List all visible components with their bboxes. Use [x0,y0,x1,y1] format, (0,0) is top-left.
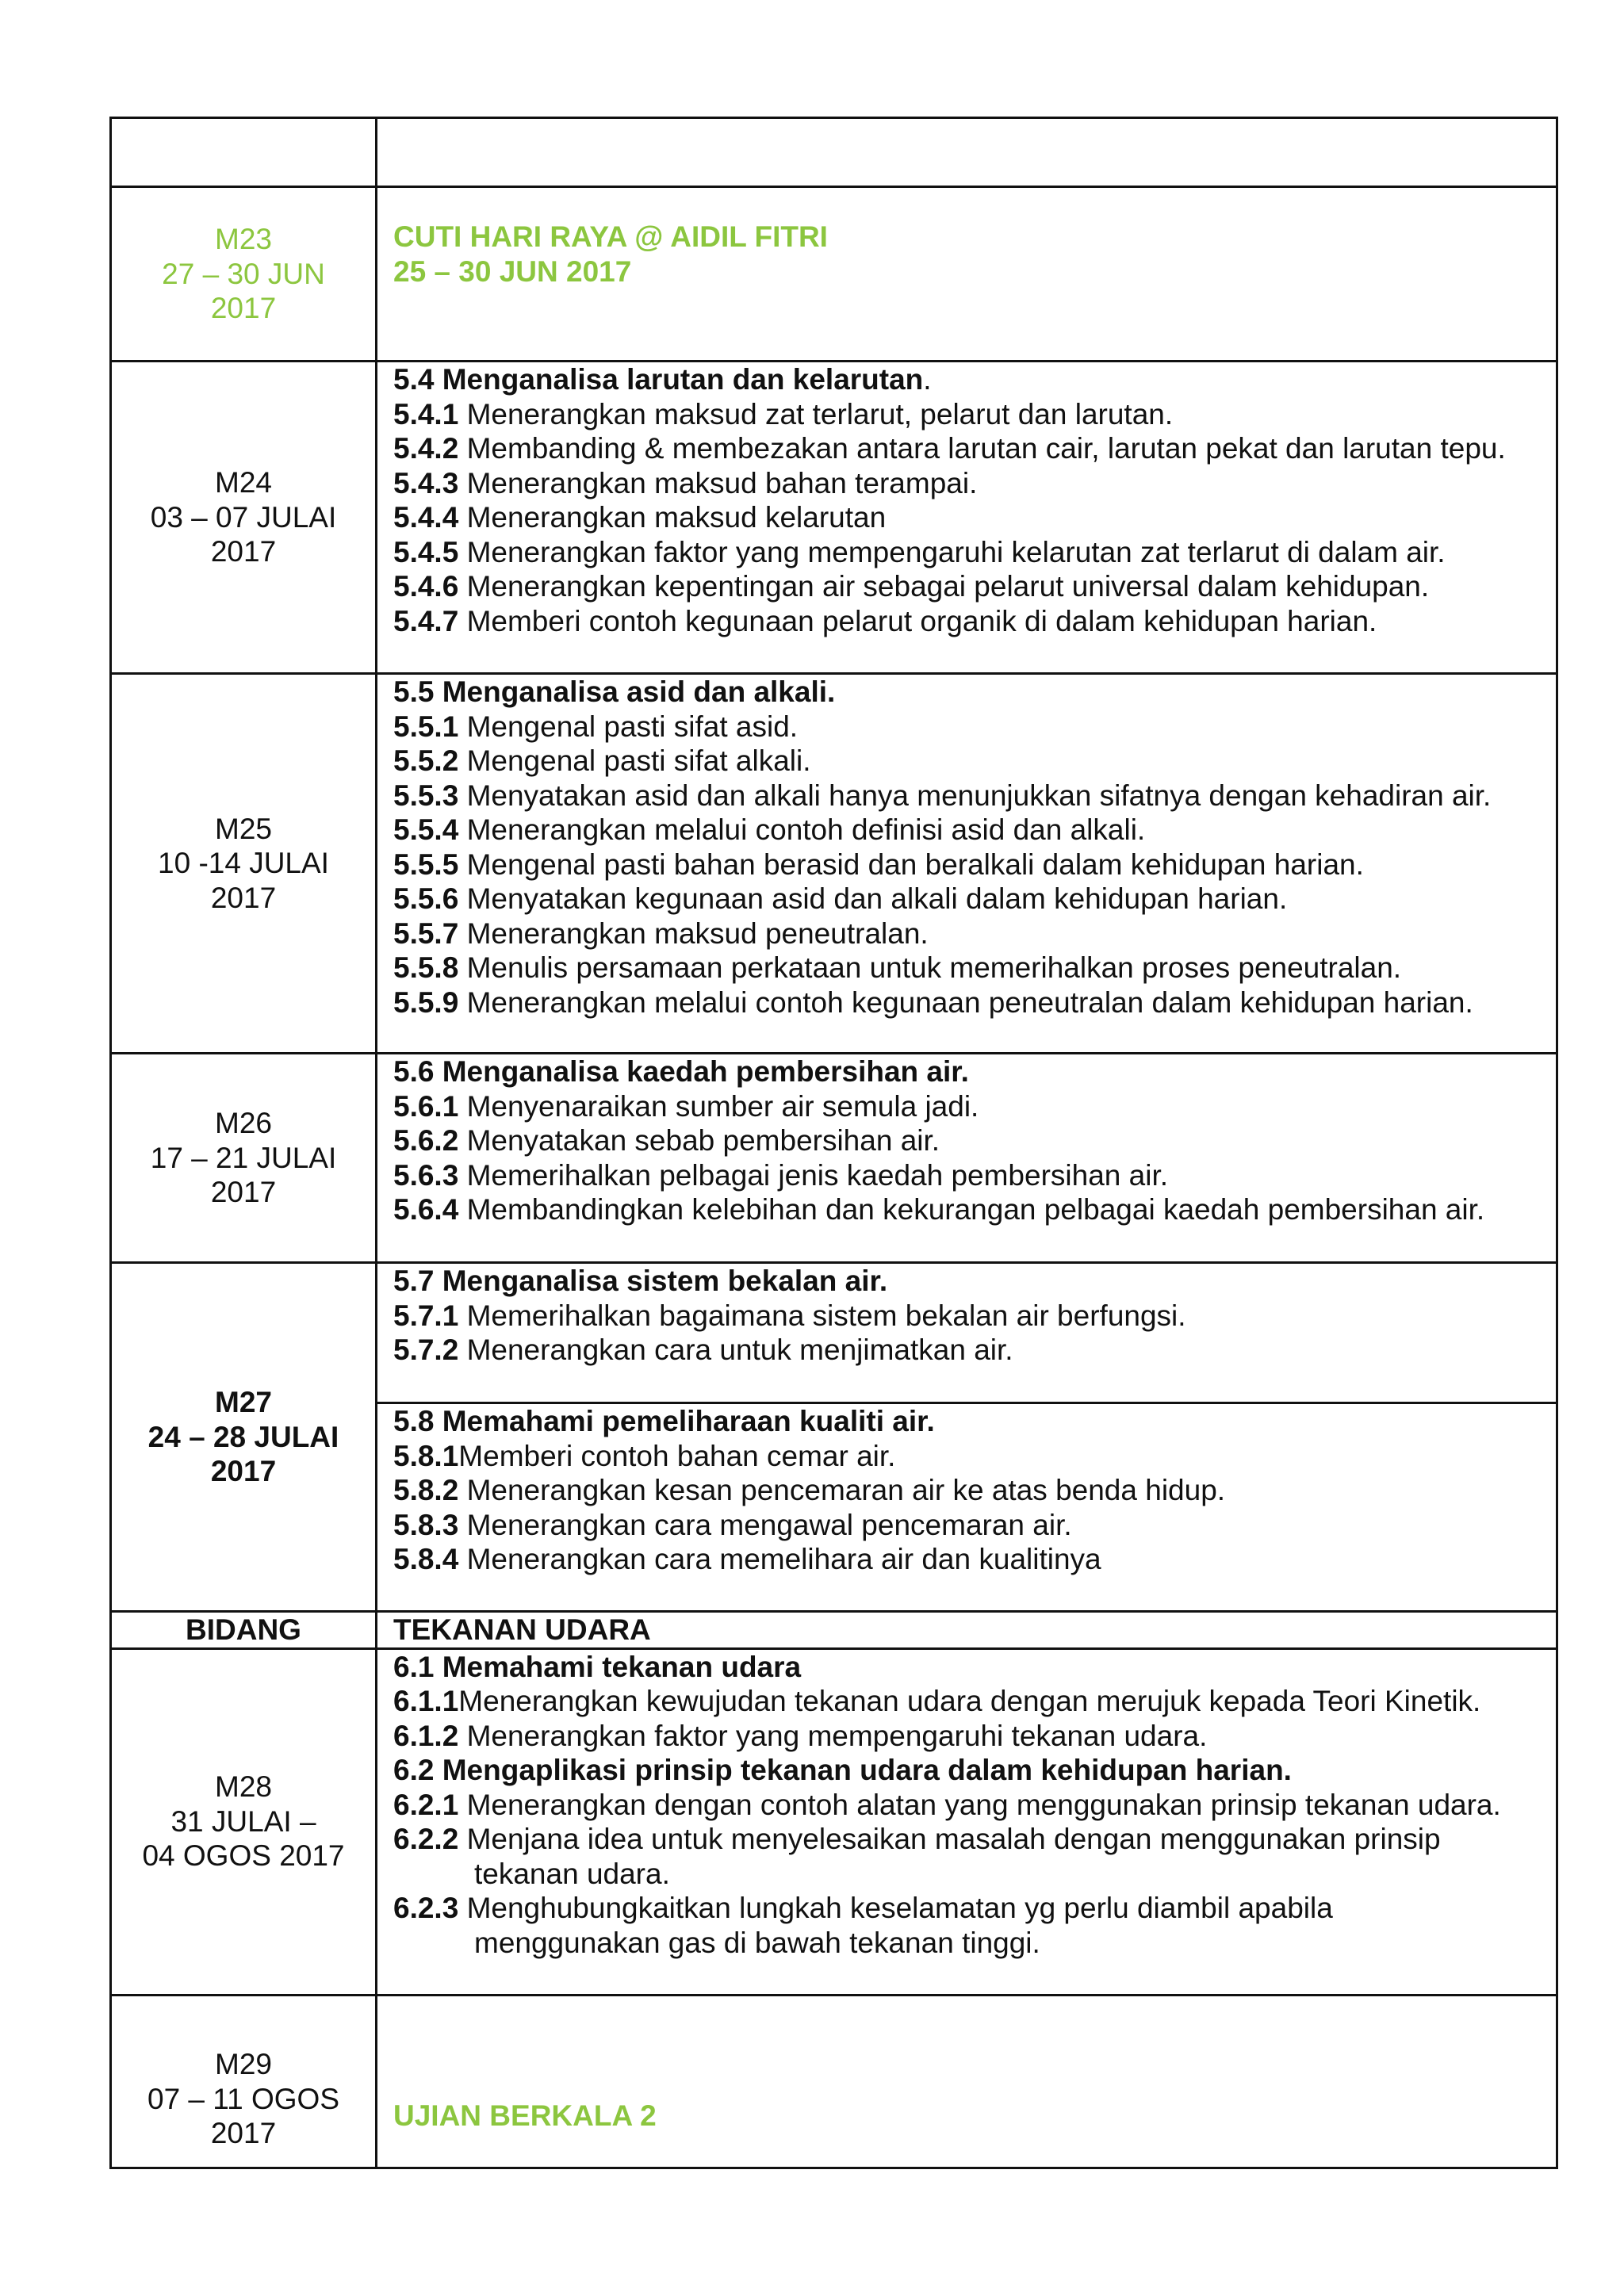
content-cell [377,674,1557,1054]
topic-heading: 5.6 Menganalisa kaedah pembersihan air. [393,1055,969,1088]
objective-line: 5.8.2 Menerangkan kesan pencemaran air ke atas benda hidup. [393,1474,1226,1506]
table-row-m23 [111,187,1557,362]
week-year: 2017 [210,2117,277,2149]
objective-line: 5.4.4 Menerangkan maksud kelarutan [393,501,887,534]
objective-line: 5.5.3 Menyatakan asid dan alkali hanya menunjukkan sifatnya dengan kehadiran air. [393,779,1492,812]
week-number: M28 [215,1770,272,1804]
objective-line: 5.8.1Memberi contoh bahan cemar air. [393,1439,896,1472]
table-row-m24 [111,362,1557,674]
table-row-m25 [111,674,1557,1054]
table-row-m27 [111,1263,1557,1612]
objective-line: 5.6.1 Menyenaraikan sumber air semula jadi. [393,1089,979,1123]
content-cell [377,1995,1557,2168]
week-cell [111,1263,377,1612]
table-row-m26 [111,1054,1557,1263]
bidang-label: BIDANG [111,1612,377,1649]
objective-line: 5.4.6 Menerangkan kepentingan air sebagai pelarut universal dalam kehidupan. [393,570,1430,603]
objective-line: 5.7.2 Menerangkan cara untuk menjimatkan air. [393,1334,1013,1366]
objective-line: 6.2.2 Menjana idea untuk menyelesaikan masalah dengan menggunakan prinsip [393,1823,1441,1855]
objective-line: 5.5.5 Mengenal pasti bahan berasid dan beralkali dalam kehidupan harian. [393,848,1364,881]
objective-line: 6.1.1Menerangkan kewujudan tekanan udara dengan merujuk kepada Teori Kinetik. [393,1685,1481,1717]
objective-line: 5.5.6 Menyatakan kegunaan asid dan alkali dalam kehidupan harian. [393,882,1288,915]
week-number: M26 [215,1107,272,1140]
objective-line: 5.5.8 Menulis persamaan perkataan untuk memerihalkan proses peneutralan. [393,951,1402,984]
table-row-m29 [111,1995,1557,2168]
objective-line: 5.8.4 Menerangkan cara memelihara air dan kualitinya [393,1543,1101,1575]
bidang-value: TEKANAN UDARA [377,1612,1557,1649]
objective-line: 6.2.3 Menghubungkaitkan lungkah keselamatan yg perlu diambil apabila [393,1892,1333,1924]
objective-line: 5.4.2 Membanding & membezakan antara larutan cair, larutan pekat dan larutan tepu. [393,432,1506,465]
table-row-bidang [111,1612,1557,1649]
topic-heading: 5.5 Menganalisa asid dan alkali. [393,675,836,708]
topic-heading: 6.2 Mengaplikasi prinsip tekanan udara dalam kehidupan harian. [393,1754,1292,1786]
objective-line: 5.4.1 Menerangkan maksud zat terlarut, pelarut dan larutan. [393,397,1174,430]
objective-line: 5.6.2 Menyatakan sebab pembersihan air. [393,1124,940,1157]
week-cell [111,1648,377,1995]
objective-line: 5.5.1 Mengenal pasti sifat asid. [393,710,799,743]
topic-heading: 5.4 Menganalisa larutan dan kelarutan. [393,363,932,396]
exam-label: UJIAN BERKALA 2 [393,2099,657,2132]
content-cell [377,187,1557,362]
objective-line: 5.5.7 Menerangkan maksud peneutralan. [393,916,929,950]
content-cell [377,118,1557,187]
holiday-dates: 25 – 30 JUN 2017 [393,254,632,288]
subtopic-block-5-8 [377,1404,1556,1577]
subtopic-block-5-7 [377,1264,1556,1404]
content-cell [377,1648,1557,1995]
week-dates: 03 – 07 JULAI [150,500,337,534]
objective-line: 5.6.4 Membandingkan kelebihan dan kekurangan pelbagai kaedah pembersihan air. [393,1193,1485,1226]
week-number: M25 [215,812,272,845]
week-cell [111,674,377,1054]
week-dates: 17 – 21 JULAI [150,1141,337,1174]
objective-line: 6.1.2 Menerangkan faktor yang mempengaruhi tekanan udara. [393,1719,1208,1752]
week-year: 2017 [210,881,277,914]
week-cell [111,1054,377,1263]
objective-line: 5.5.2 Mengenal pasti sifat alkali. [393,744,811,777]
content-cell [377,362,1557,674]
objective-continuation: tekanan udara. [474,1857,670,1890]
objective-line: 5.7.1 Memerihalkan bagaimana sistem bekalan air berfungsi. [393,1299,1186,1332]
week-number: M23 [215,223,272,256]
week-number: M29 [215,2048,272,2080]
table-row-blank [111,118,1557,187]
week-cell [111,187,377,362]
content-cell [377,1263,1557,1612]
week-number: M27 [215,1386,272,1419]
week-number: M24 [215,466,272,499]
objective-line: 5.5.4 Menerangkan melalui contoh definisi asid dan alkali. [393,813,1146,846]
objective-line: 5.4.7 Memberi contoh kegunaan pelarut organik di dalam kehidupan harian. [393,604,1377,637]
topic-heading: 5.8 Memahami pemeliharaan kualiti air. [393,1405,935,1437]
week-year: 04 OGOS 2017 [142,1839,345,1873]
week-year: 2017 [210,1455,277,1488]
objective-line: 5.4.3 Menerangkan maksud bahan terampai. [393,466,978,499]
week-cell [111,118,377,187]
week-cell [111,362,377,674]
week-dates: 10 -14 JULAI [158,847,329,880]
table-row-m28 [111,1648,1557,1995]
objective-line: 5.6.3 Memerihalkan pelbagai jenis kaedah pembersihan air. [393,1158,1168,1192]
objective-line: 5.5.9 Menerangkan melalui contoh kegunaan peneutralan dalam kehidupan harian. [393,985,1473,1019]
topic-heading: 5.7 Menganalisa sistem bekalan air. [393,1265,888,1297]
week-dates: 24 – 28 JULAI [147,1420,339,1453]
week-dates: 27 – 30 JUN [162,257,325,290]
holiday-title: CUTI HARI RAYA @ AIDIL FITRI [393,220,828,253]
week-year: 2017 [210,535,277,568]
content-cell [377,1054,1557,1263]
week-dates: 31 JULAI – [170,1804,316,1838]
topic-heading: 6.1 Memahami tekanan udara [393,1650,802,1683]
objective-continuation: menggunakan gas di bawah tekanan tinggi. [474,1926,1040,1959]
objective-line: 5.8.3 Menerangkan cara mengawal pencemaran air. [393,1508,1072,1541]
objective-line: 5.4.5 Menerangkan faktor yang mempengaruhi kelarutan zat terlarut di dalam air. [393,535,1446,568]
schedule-table [109,117,1558,2169]
week-cell [111,1995,377,2168]
objective-line: 6.2.1 Menerangkan dengan contoh alatan yang menggunakan prinsip tekanan udara. [393,1788,1501,1821]
week-year: 2017 [210,292,277,325]
week-dates: 07 – 11 OGOS [147,2082,339,2115]
week-year: 2017 [210,1176,277,1209]
